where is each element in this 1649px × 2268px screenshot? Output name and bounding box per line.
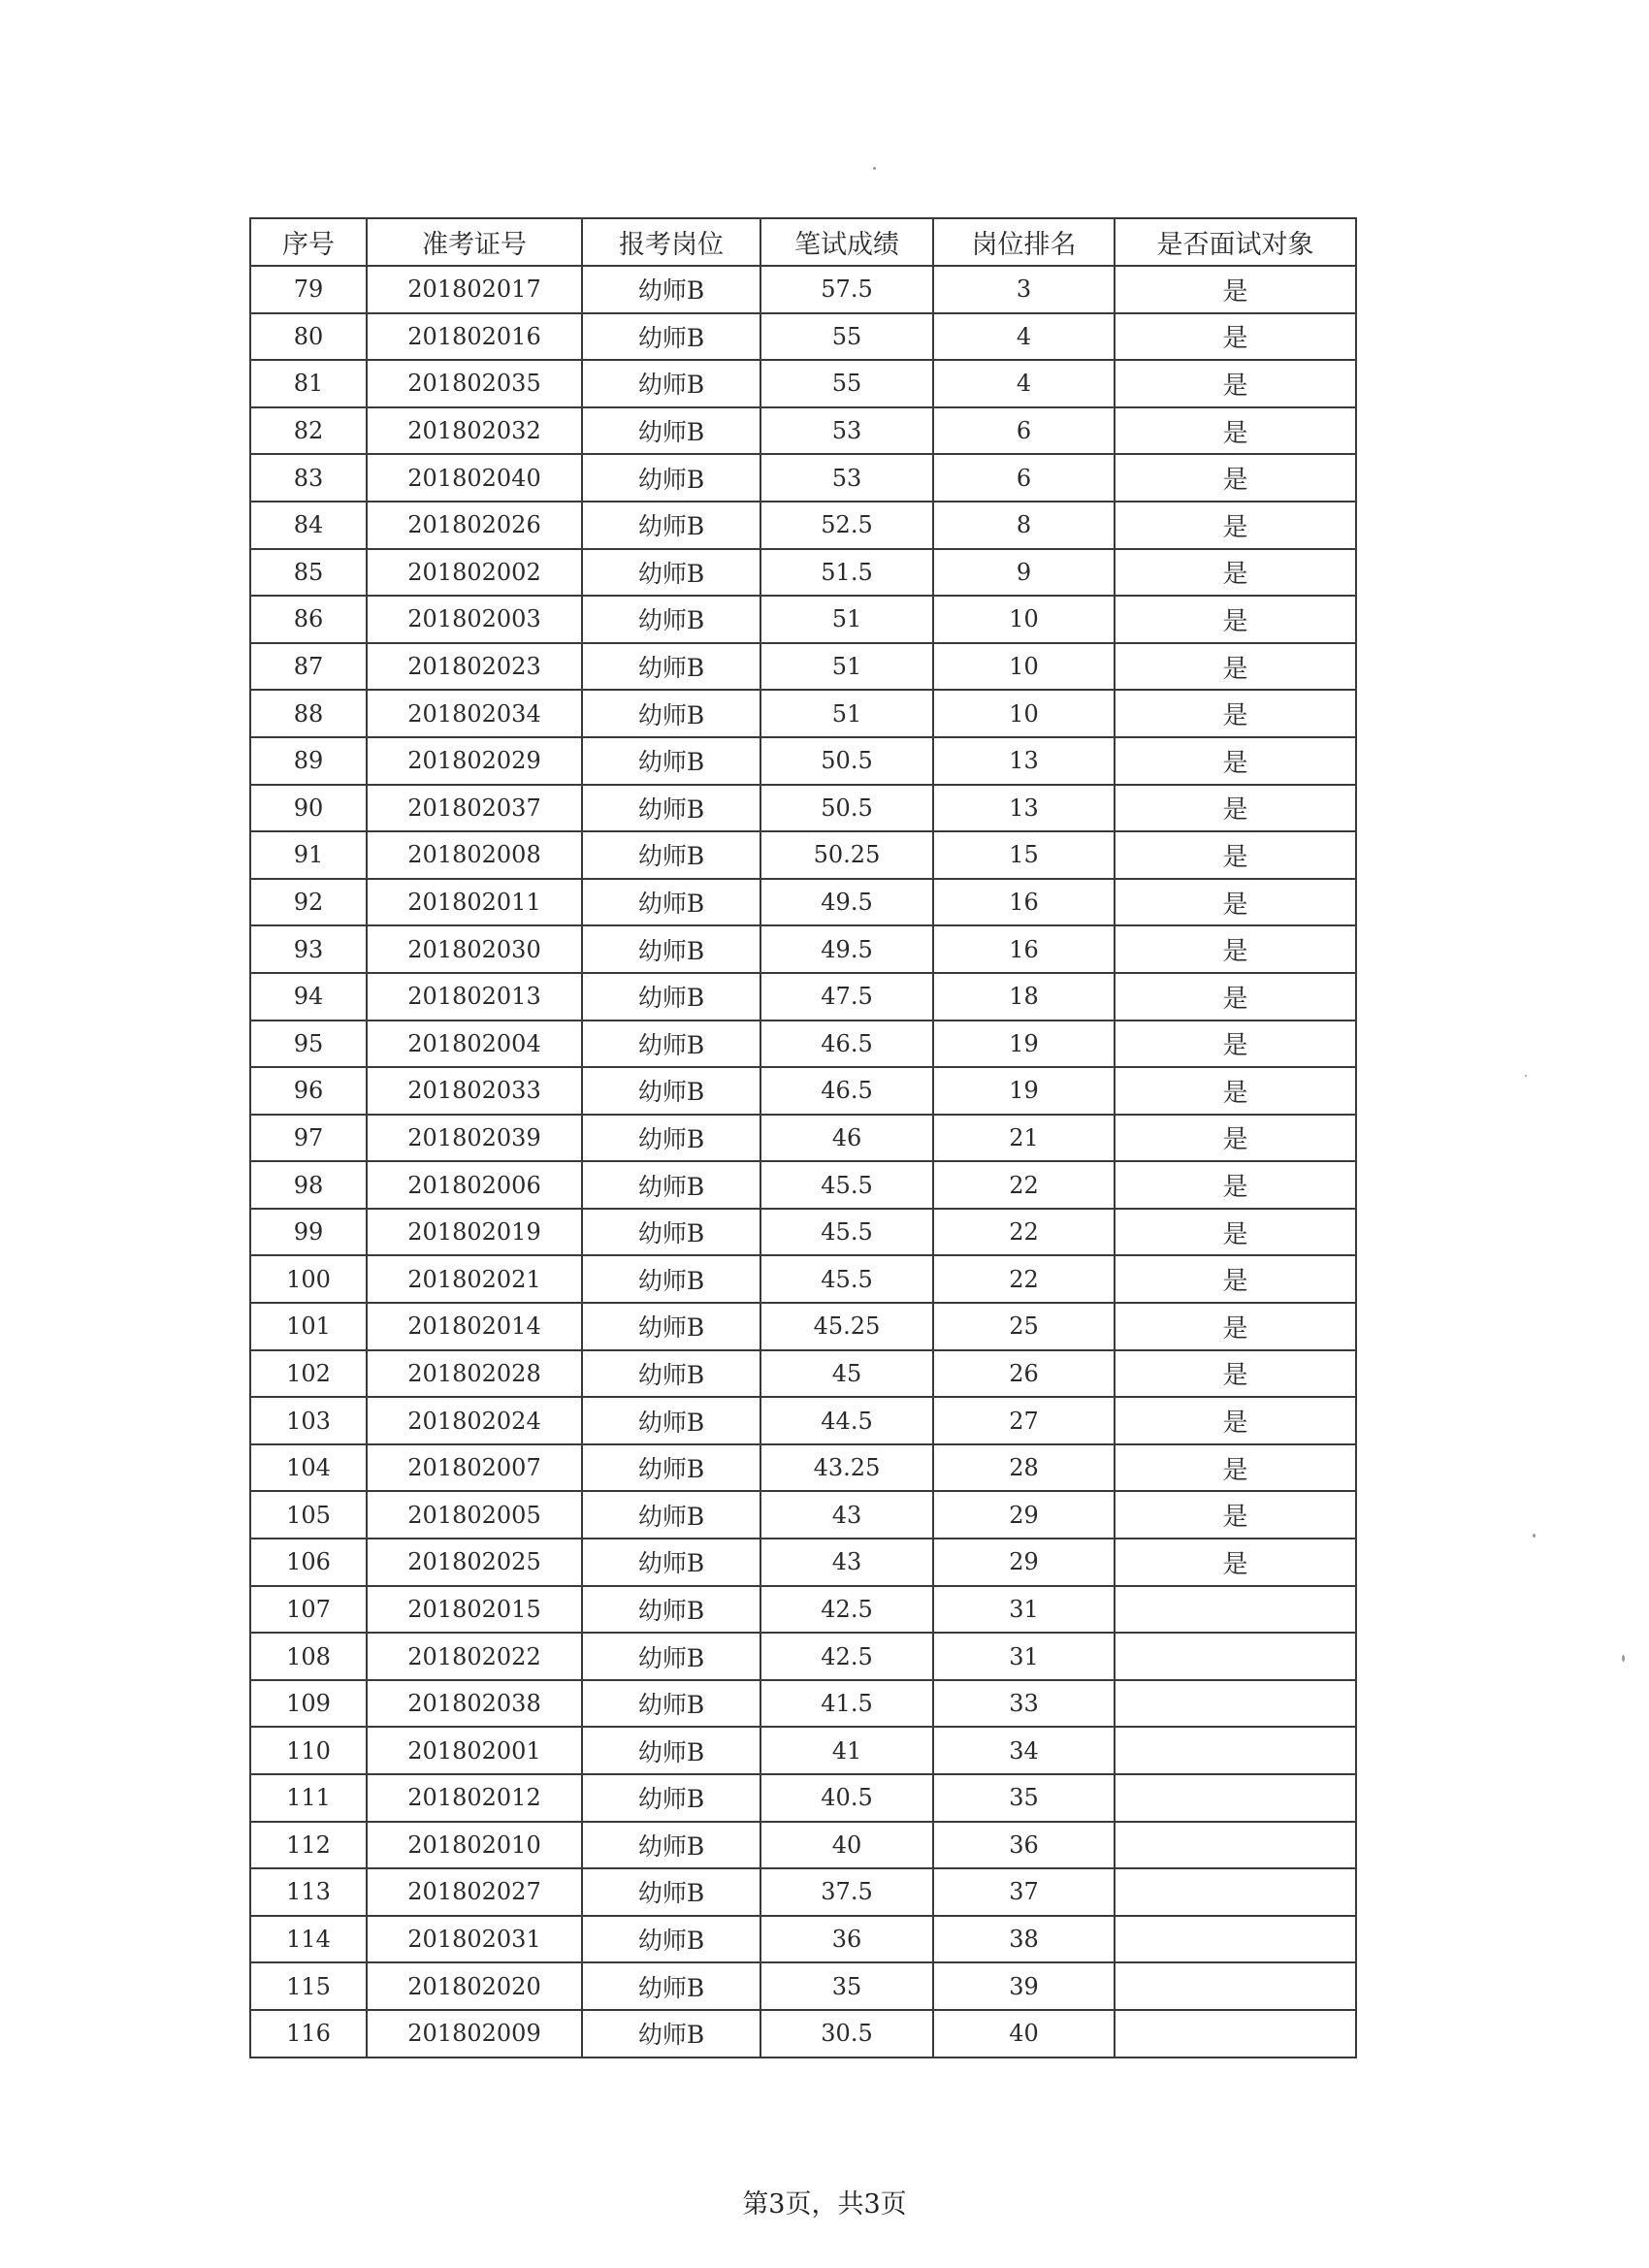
rank-cell: 8 <box>933 502 1115 549</box>
post-cell: 幼师B <box>582 831 760 879</box>
seq-cell: 87 <box>250 643 367 691</box>
ticket-number-cell: 201802006 <box>367 1161 582 1209</box>
post-cell: 幼师B <box>582 266 760 313</box>
rank-cell: 18 <box>933 973 1115 1021</box>
table-row <box>250 407 1356 455</box>
interview-cell: 是 <box>1115 454 1356 502</box>
seq-cell: 103 <box>250 1397 367 1444</box>
score-cell: 41 <box>760 1727 933 1774</box>
table-row <box>250 785 1356 832</box>
post-cell: 幼师B <box>582 407 760 455</box>
seq-cell: 109 <box>250 1680 367 1728</box>
seq-cell: 80 <box>250 313 367 361</box>
interview-cell <box>1115 1916 1356 1963</box>
seq-cell: 100 <box>250 1255 367 1303</box>
interview-cell <box>1115 1586 1356 1634</box>
interview-cell: 是 <box>1115 407 1356 455</box>
ticket-number-cell: 201802001 <box>367 1727 582 1774</box>
table-row <box>250 1209 1356 1256</box>
seq-cell: 116 <box>250 2010 367 2057</box>
score-cell: 50.5 <box>760 785 933 832</box>
table-row <box>250 925 1356 973</box>
interview-cell <box>1115 2010 1356 2057</box>
seq-cell: 93 <box>250 925 367 973</box>
score-cell: 41.5 <box>760 1680 933 1728</box>
seq-cell: 101 <box>250 1303 367 1350</box>
score-cell: 42.5 <box>760 1586 933 1634</box>
post-cell: 幼师B <box>582 1539 760 1586</box>
score-cell: 49.5 <box>760 925 933 973</box>
seq-cell: 81 <box>250 360 367 407</box>
score-cell: 46.5 <box>760 1067 933 1115</box>
table-row <box>250 1350 1356 1398</box>
ticket-number-cell: 201802019 <box>367 1209 582 1256</box>
rank-cell: 29 <box>933 1491 1115 1539</box>
ticket-number-cell: 201802016 <box>367 313 582 361</box>
table-row <box>250 1444 1356 1492</box>
ticket-number-cell: 201802039 <box>367 1115 582 1162</box>
table-row <box>250 2010 1356 2057</box>
page-number-footer: 第3页，共3页 <box>742 2189 907 2219</box>
rank-cell: 28 <box>933 1444 1115 1492</box>
ticket-number-cell: 201802022 <box>367 1633 582 1680</box>
seq-cell: 90 <box>250 785 367 832</box>
table-row <box>250 1962 1356 2010</box>
ticket-number-cell: 201802027 <box>367 1868 582 1916</box>
ticket-number-cell: 201802038 <box>367 1680 582 1728</box>
interview-cell: 是 <box>1115 549 1356 597</box>
rank-cell: 35 <box>933 1774 1115 1822</box>
seq-cell: 85 <box>250 549 367 597</box>
post-cell: 幼师B <box>582 1444 760 1492</box>
table-row <box>250 266 1356 313</box>
score-cell: 36 <box>760 1916 933 1963</box>
rank-cell: 22 <box>933 1209 1115 1256</box>
header-post-rank: 岗位排名 <box>933 218 1115 266</box>
ticket-number-cell: 201802017 <box>367 266 582 313</box>
rank-cell: 37 <box>933 1868 1115 1916</box>
ticket-number-cell: 201802028 <box>367 1350 582 1398</box>
table-row <box>250 1067 1356 1115</box>
interview-cell: 是 <box>1115 1303 1356 1350</box>
scan-speck <box>1525 1075 1527 1077</box>
score-cell: 40.5 <box>760 1774 933 1822</box>
post-cell: 幼师B <box>582 1680 760 1728</box>
seq-cell: 110 <box>250 1727 367 1774</box>
post-cell: 幼师B <box>582 879 760 926</box>
table-row <box>250 1255 1356 1303</box>
ticket-number-cell: 201802003 <box>367 596 582 643</box>
seq-cell: 86 <box>250 596 367 643</box>
score-cell: 49.5 <box>760 879 933 926</box>
ticket-number-cell: 201802005 <box>367 1491 582 1539</box>
score-cell: 45 <box>760 1350 933 1398</box>
ticket-number-cell: 201802033 <box>367 1067 582 1115</box>
table-row <box>250 1115 1356 1162</box>
interview-cell: 是 <box>1115 785 1356 832</box>
ticket-number-cell: 201802008 <box>367 831 582 879</box>
score-cell: 45.25 <box>760 1303 933 1350</box>
post-cell: 幼师B <box>582 1586 760 1634</box>
table-row <box>250 502 1356 549</box>
rank-cell: 6 <box>933 454 1115 502</box>
score-cell: 43.25 <box>760 1444 933 1492</box>
interview-cell: 是 <box>1115 737 1356 785</box>
table-row <box>250 879 1356 926</box>
seq-cell: 97 <box>250 1115 367 1162</box>
seq-cell: 105 <box>250 1491 367 1539</box>
table-row <box>250 1539 1356 1586</box>
interview-cell <box>1115 1822 1356 1869</box>
post-cell: 幼师B <box>582 1209 760 1256</box>
post-cell: 幼师B <box>582 1727 760 1774</box>
score-cell: 50.5 <box>760 737 933 785</box>
score-cell: 46.5 <box>760 1021 933 1068</box>
seq-cell: 89 <box>250 737 367 785</box>
score-cell: 40 <box>760 1822 933 1869</box>
interview-cell: 是 <box>1115 973 1356 1021</box>
scan-speck <box>1533 1534 1536 1538</box>
table-row <box>250 596 1356 643</box>
table-row <box>250 1774 1356 1822</box>
ticket-number-cell: 201802031 <box>367 1916 582 1963</box>
post-cell: 幼师B <box>582 454 760 502</box>
rank-cell: 22 <box>933 1161 1115 1209</box>
rank-cell: 4 <box>933 313 1115 361</box>
post-cell: 幼师B <box>582 737 760 785</box>
seq-cell: 114 <box>250 1916 367 1963</box>
seq-cell: 99 <box>250 1209 367 1256</box>
post-cell: 幼师B <box>582 643 760 691</box>
interview-cell: 是 <box>1115 643 1356 691</box>
table-row <box>250 360 1356 407</box>
rank-cell: 34 <box>933 1727 1115 1774</box>
interview-cell: 是 <box>1115 879 1356 926</box>
interview-cell <box>1115 1774 1356 1822</box>
interview-cell: 是 <box>1115 1444 1356 1492</box>
table-row <box>250 1633 1356 1680</box>
post-cell: 幼师B <box>582 2010 760 2057</box>
rank-cell: 19 <box>933 1021 1115 1068</box>
seq-cell: 82 <box>250 407 367 455</box>
interview-cell <box>1115 1680 1356 1728</box>
post-cell: 幼师B <box>582 1067 760 1115</box>
seq-cell: 112 <box>250 1822 367 1869</box>
post-cell: 幼师B <box>582 1255 760 1303</box>
score-cell: 52.5 <box>760 502 933 549</box>
table-row <box>250 1397 1356 1444</box>
post-cell: 幼师B <box>582 1397 760 1444</box>
table-row <box>250 1680 1356 1728</box>
header-ticket-number: 准考证号 <box>367 218 582 266</box>
ticket-number-cell: 201802040 <box>367 454 582 502</box>
interview-cell: 是 <box>1115 1067 1356 1115</box>
seq-cell: 79 <box>250 266 367 313</box>
ticket-number-cell: 201802025 <box>367 1539 582 1586</box>
rank-cell: 10 <box>933 643 1115 691</box>
interview-cell: 是 <box>1115 925 1356 973</box>
score-cell: 45.5 <box>760 1255 933 1303</box>
score-cell: 51 <box>760 690 933 737</box>
rank-cell: 40 <box>933 2010 1115 2057</box>
ticket-number-cell: 201802029 <box>367 737 582 785</box>
table-row <box>250 737 1356 785</box>
score-cell: 55 <box>760 360 933 407</box>
ticket-number-cell: 201802037 <box>367 785 582 832</box>
ticket-number-cell: 201802020 <box>367 1962 582 2010</box>
post-cell: 幼师B <box>582 785 760 832</box>
post-cell: 幼师B <box>582 1161 760 1209</box>
rank-cell: 16 <box>933 925 1115 973</box>
rank-cell: 33 <box>933 1680 1115 1728</box>
rank-cell: 27 <box>933 1397 1115 1444</box>
seq-cell: 102 <box>250 1350 367 1398</box>
rank-cell: 38 <box>933 1916 1115 1963</box>
score-cell: 35 <box>760 1962 933 2010</box>
interview-cell <box>1115 1962 1356 2010</box>
seq-cell: 84 <box>250 502 367 549</box>
ticket-number-cell: 201802014 <box>367 1303 582 1350</box>
interview-cell: 是 <box>1115 1539 1356 1586</box>
score-cell: 55 <box>760 313 933 361</box>
header-interview-candidate: 是否面试对象 <box>1115 218 1356 266</box>
ticket-number-cell: 201802009 <box>367 2010 582 2057</box>
table-row <box>250 1161 1356 1209</box>
interview-cell <box>1115 1727 1356 1774</box>
ticket-number-cell: 201802034 <box>367 690 582 737</box>
ticket-number-cell: 201802035 <box>367 360 582 407</box>
seq-cell: 95 <box>250 1021 367 1068</box>
post-cell: 幼师B <box>582 1774 760 1822</box>
seq-cell: 96 <box>250 1067 367 1115</box>
rank-cell: 10 <box>933 596 1115 643</box>
post-cell: 幼师B <box>582 1962 760 2010</box>
table-row <box>250 549 1356 597</box>
post-cell: 幼师B <box>582 925 760 973</box>
post-cell: 幼师B <box>582 1633 760 1680</box>
seq-cell: 98 <box>250 1161 367 1209</box>
interview-cell: 是 <box>1115 596 1356 643</box>
table-row <box>250 1021 1356 1068</box>
interview-cell: 是 <box>1115 1255 1356 1303</box>
score-cell: 47.5 <box>760 973 933 1021</box>
rank-cell: 16 <box>933 879 1115 926</box>
table-row <box>250 1916 1356 1963</box>
interview-cell <box>1115 1633 1356 1680</box>
exam-score-table <box>249 217 1357 2058</box>
rank-cell: 19 <box>933 1067 1115 1115</box>
ticket-number-cell: 201802013 <box>367 973 582 1021</box>
score-cell: 30.5 <box>760 2010 933 2057</box>
post-cell: 幼师B <box>582 1822 760 1869</box>
score-cell: 44.5 <box>760 1397 933 1444</box>
ticket-number-cell: 201802002 <box>367 549 582 597</box>
rank-cell: 29 <box>933 1539 1115 1586</box>
interview-cell: 是 <box>1115 1350 1356 1398</box>
table-row <box>250 690 1356 737</box>
score-cell: 50.25 <box>760 831 933 879</box>
ticket-number-cell: 201802011 <box>367 879 582 926</box>
score-cell: 51 <box>760 643 933 691</box>
interview-cell: 是 <box>1115 1021 1356 1068</box>
rank-cell: 6 <box>933 407 1115 455</box>
score-cell: 51.5 <box>760 549 933 597</box>
interview-cell: 是 <box>1115 831 1356 879</box>
rank-cell: 26 <box>933 1350 1115 1398</box>
interview-cell: 是 <box>1115 266 1356 313</box>
rank-cell: 10 <box>933 690 1115 737</box>
rank-cell: 25 <box>933 1303 1115 1350</box>
seq-cell: 115 <box>250 1962 367 2010</box>
ticket-number-cell: 201802021 <box>367 1255 582 1303</box>
post-cell: 幼师B <box>582 1021 760 1068</box>
interview-cell: 是 <box>1115 1397 1356 1444</box>
post-cell: 幼师B <box>582 313 760 361</box>
rank-cell: 22 <box>933 1255 1115 1303</box>
post-cell: 幼师B <box>582 1491 760 1539</box>
rank-cell: 3 <box>933 266 1115 313</box>
post-cell: 幼师B <box>582 1350 760 1398</box>
seq-cell: 104 <box>250 1444 367 1492</box>
seq-cell: 92 <box>250 879 367 926</box>
interview-cell: 是 <box>1115 690 1356 737</box>
table-row <box>250 1822 1356 1869</box>
interview-cell: 是 <box>1115 502 1356 549</box>
post-cell: 幼师B <box>582 1115 760 1162</box>
post-cell: 幼师B <box>582 1916 760 1963</box>
post-cell: 幼师B <box>582 1303 760 1350</box>
interview-cell: 是 <box>1115 313 1356 361</box>
seq-cell: 106 <box>250 1539 367 1586</box>
score-cell: 45.5 <box>760 1161 933 1209</box>
score-cell: 57.5 <box>760 266 933 313</box>
ticket-number-cell: 201802024 <box>367 1397 582 1444</box>
interview-cell: 是 <box>1115 1209 1356 1256</box>
seq-cell: 83 <box>250 454 367 502</box>
score-cell: 53 <box>760 454 933 502</box>
ticket-number-cell: 201802007 <box>367 1444 582 1492</box>
seq-cell: 111 <box>250 1774 367 1822</box>
seq-cell: 107 <box>250 1586 367 1634</box>
interview-cell: 是 <box>1115 360 1356 407</box>
score-cell: 45.5 <box>760 1209 933 1256</box>
post-cell: 幼师B <box>582 690 760 737</box>
table-row <box>250 454 1356 502</box>
post-cell: 幼师B <box>582 973 760 1021</box>
table-row <box>250 831 1356 879</box>
rank-cell: 13 <box>933 737 1115 785</box>
seq-cell: 88 <box>250 690 367 737</box>
rank-cell: 36 <box>933 1822 1115 1869</box>
score-cell: 46 <box>760 1115 933 1162</box>
ticket-number-cell: 201802023 <box>367 643 582 691</box>
post-cell: 幼师B <box>582 502 760 549</box>
table-row <box>250 1303 1356 1350</box>
score-cell: 42.5 <box>760 1633 933 1680</box>
ticket-number-cell: 201802015 <box>367 1586 582 1634</box>
ticket-number-cell: 201802030 <box>367 925 582 973</box>
interview-cell: 是 <box>1115 1161 1356 1209</box>
scan-speck <box>873 167 876 170</box>
rank-cell: 9 <box>933 549 1115 597</box>
rank-cell: 13 <box>933 785 1115 832</box>
table-row <box>250 1491 1356 1539</box>
header-applied-post: 报考岗位 <box>582 218 760 266</box>
post-cell: 幼师B <box>582 360 760 407</box>
header-seq: 序号 <box>250 218 367 266</box>
post-cell: 幼师B <box>582 549 760 597</box>
score-cell: 53 <box>760 407 933 455</box>
score-cell: 43 <box>760 1539 933 1586</box>
ticket-number-cell: 201802010 <box>367 1822 582 1869</box>
table-row <box>250 1727 1356 1774</box>
seq-cell: 108 <box>250 1633 367 1680</box>
ticket-number-cell: 201802032 <box>367 407 582 455</box>
score-cell: 37.5 <box>760 1868 933 1916</box>
post-cell: 幼师B <box>582 596 760 643</box>
seq-cell: 94 <box>250 973 367 1021</box>
ticket-number-cell: 201802012 <box>367 1774 582 1822</box>
scan-speck <box>1622 1655 1625 1662</box>
post-cell: 幼师B <box>582 1868 760 1916</box>
rank-cell: 4 <box>933 360 1115 407</box>
table-header-row <box>250 218 1356 266</box>
interview-cell <box>1115 1868 1356 1916</box>
score-cell: 51 <box>760 596 933 643</box>
score-cell: 43 <box>760 1491 933 1539</box>
seq-cell: 113 <box>250 1868 367 1916</box>
interview-cell: 是 <box>1115 1115 1356 1162</box>
header-written-score: 笔试成绩 <box>760 218 933 266</box>
table-row <box>250 973 1356 1021</box>
rank-cell: 31 <box>933 1586 1115 1634</box>
seq-cell: 91 <box>250 831 367 879</box>
table-row <box>250 1586 1356 1634</box>
table-body <box>250 266 1356 2057</box>
interview-cell: 是 <box>1115 1491 1356 1539</box>
rank-cell: 31 <box>933 1633 1115 1680</box>
ticket-number-cell: 201802004 <box>367 1021 582 1068</box>
table-row <box>250 1868 1356 1916</box>
ticket-number-cell: 201802026 <box>367 502 582 549</box>
rank-cell: 39 <box>933 1962 1115 2010</box>
table-row <box>250 313 1356 361</box>
rank-cell: 15 <box>933 831 1115 879</box>
table-row <box>250 643 1356 691</box>
rank-cell: 21 <box>933 1115 1115 1162</box>
